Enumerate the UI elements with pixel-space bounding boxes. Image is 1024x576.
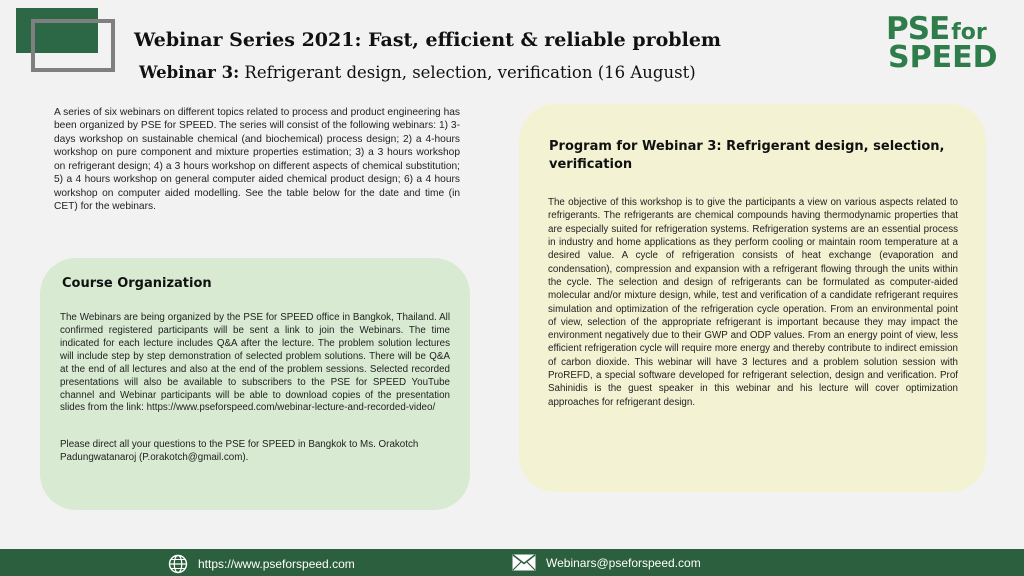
intro-paragraph: A series of six webinars on different topics related to process and product engineering has been organized by PSE for SPEED. The series will consist of the following webinars: 1) 3-days workshop on sustainable chemical (and biochemical) process design; 2) a 4-hours workshop on pure component and mixture properties estimation; 3) a 3 hours workshop on refrigerant design; 4) a 3 hours workshop on different aspects of chemical substitution; 5) a 4 hours workshop on general computer aided chemical product design; 6) a 4 hours workshop on computer aided modelling. See the table below for the date and time (in CET) for the webinars. (54, 107, 460, 213)
subtitle-topic: Refrigerant design, selection, verification (16 August) (239, 63, 696, 82)
envelope-icon (512, 554, 536, 571)
footer-bar (0, 549, 1024, 576)
decorative-gray-frame (31, 19, 115, 72)
footer-website-link[interactable]: https://www.pseforspeed.com (198, 557, 355, 571)
pse-for-speed-logo (886, 11, 1006, 75)
page-title: Webinar Series 2021: Fast, efficient & reliable problem (134, 29, 722, 51)
course-organization-heading: Course Organization (62, 276, 212, 291)
globe-icon (168, 554, 188, 574)
footer-email-link[interactable]: Webinars@pseforspeed.com (546, 555, 701, 570)
course-organization-panel (40, 258, 470, 510)
footer-website[interactable] (168, 554, 355, 574)
logo-line-2: SPEED (888, 40, 998, 75)
program-heading: Program for Webinar 3: Refrigerant design, selection, verification (549, 139, 945, 172)
program-panel (519, 104, 986, 492)
program-description: The objective of this workshop is to give the participants a view on various aspects related to refrigerants. The refrigerants are chemical compounds having thermodynamic properties that are especially suited for refrigeration systems. Refrigeration systems are an essential process in industry and home applications as they perform cooling or maintain room temperature at a desired value. A cycle of refrigeration consists of heat exchange (evaporation and condensation), compression and expansion with a refrigerant flowing through the units within the cycle. The selection and design of refrigerants can be formulated as computer-aided molecular and/or mixture design, while, test and verification of a candidate refrigerant requires simulation and optimization of the refrigeration cycle operation. From an environmental point of view, selection of the appropriate refrigerant is important because they may impact the environment negatively due to their GWP and ODP values. From an energy point of view, less efficient refrigeration cycle will require more energy and thereby contribute to indirect emission of carbon dioxide. This webinar will have 3 lectures and a problem solution session with ProREFD, a special software developed for refrigerant selection, design and verification. Prof Sahinidis is the guest speaker in this webinar and his lecture will cover optimization approaches for refrigerant design. (548, 197, 958, 408)
logo-for-text: for (951, 20, 987, 45)
footer-email[interactable] (512, 554, 701, 571)
page-subtitle (139, 63, 696, 82)
subtitle-webinar-number: Webinar 3: (139, 63, 240, 82)
course-organization-contact: Please direct all your questions to the PSE for SPEED in Bangkok to Ms. Orakotch Padungwatanaroj (P.orakotch@gmail.com). (60, 439, 419, 463)
course-organization-text: The Webinars are being organized by the PSE for SPEED office in Bangkok, Thailand. All confirmed registered participants will be sent a link to join the Webinars. The time indicated for each lecture includes Q&A after the lecture. The problem solution lectures will include step by step demonstration of selected problem solutions. There will be Q&A at the end of all lectures and also at the end of the problem sessions. Selected recorded presentations will also be available to subscribers to the PSE for SPEED YouTube channel and Webinar participants will be able to download copies of the presentation slides from the link: https://www.pseforspeed.com/webinar-lecture-and-recorded-video/ (60, 312, 450, 414)
logo-pse-text: PSE (886, 11, 950, 47)
